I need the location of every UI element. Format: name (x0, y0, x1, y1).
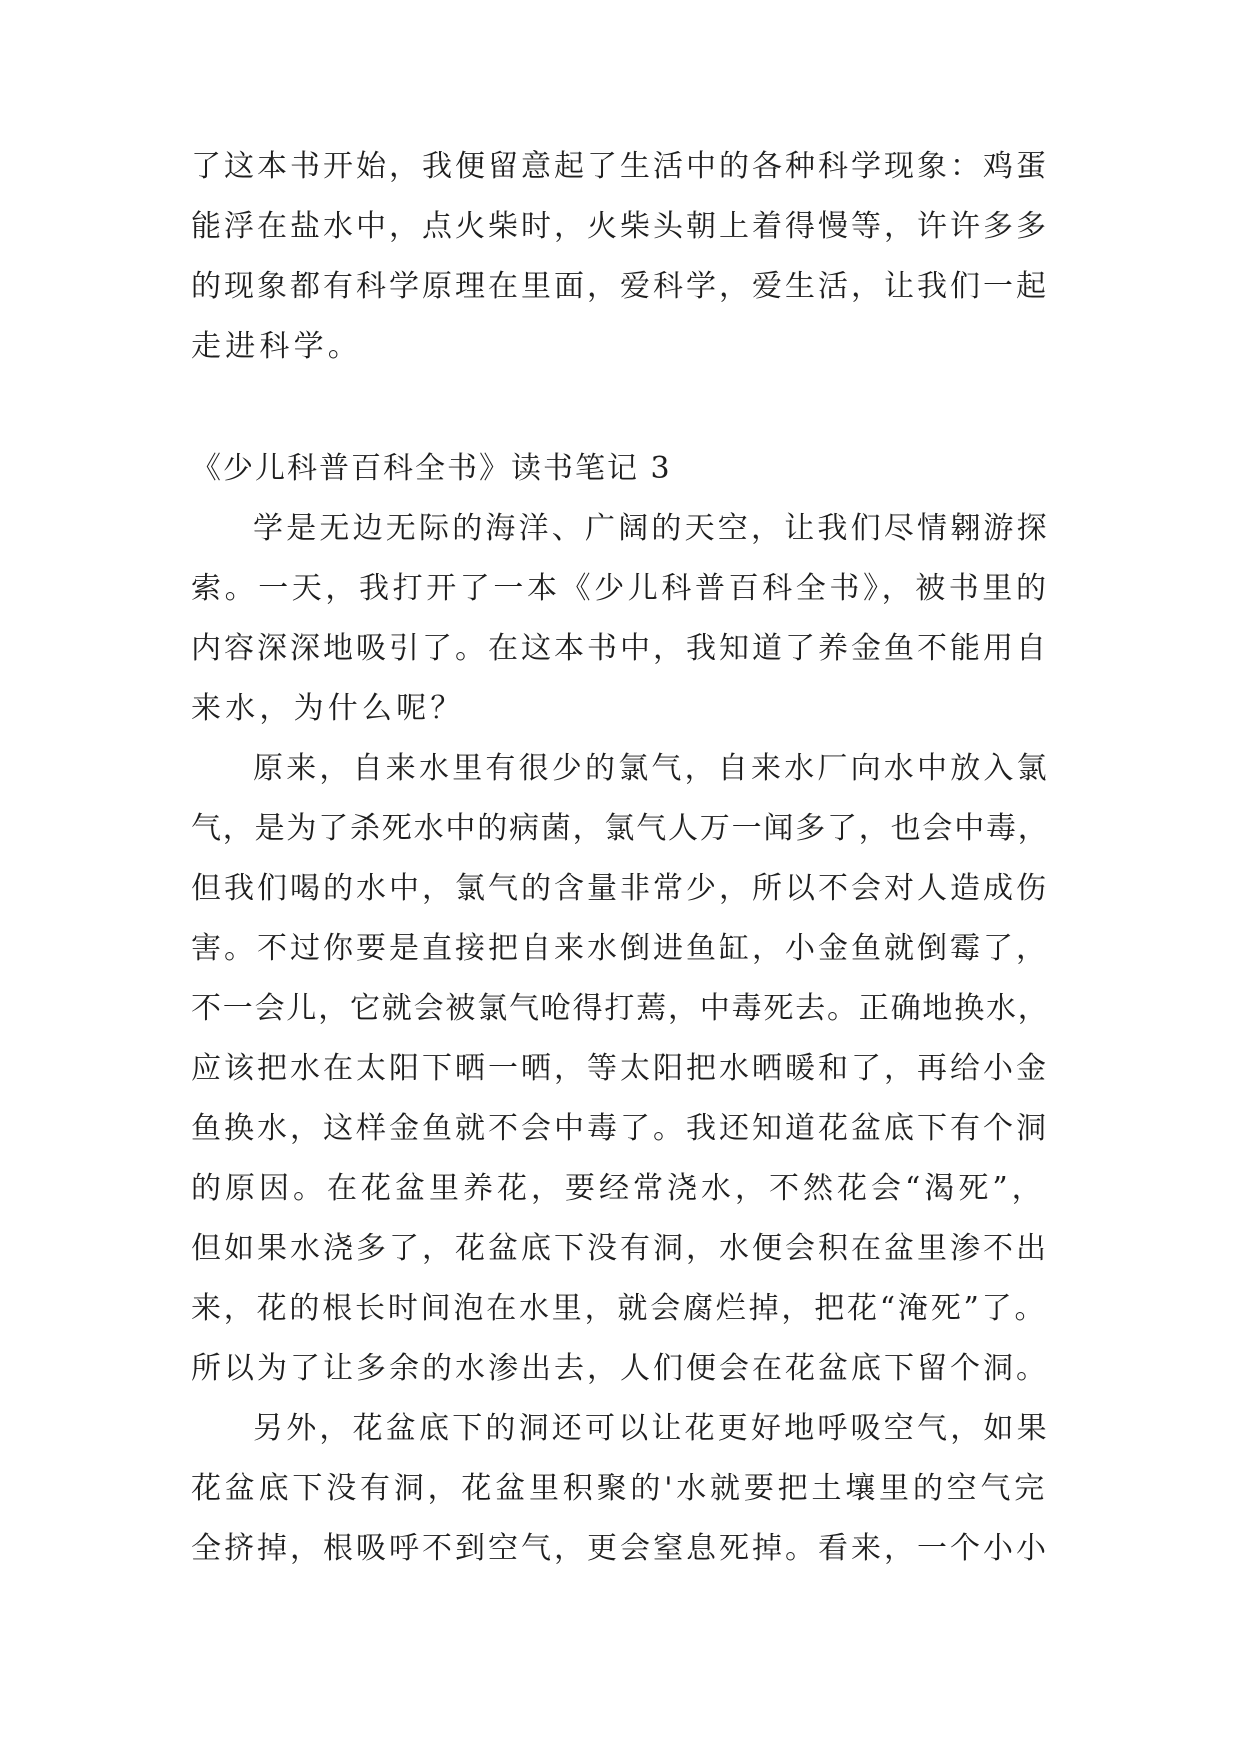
paragraph-line: 另外，花盆底下的洞还可以让花更好地呼吸空气，如果 (253, 1411, 1050, 1446)
paragraph-line: 不一会儿，它就会被氯气呛得打蔫，中毒死去。正确地换水， (191, 991, 1050, 1026)
paragraph-line: 了这本书开始，我便留意起了生活中的各种科学现象：鸡蛋 (191, 149, 1049, 184)
paragraph-line: 所以为了让多余的水渗出去，人们便会在花盆底下留个洞。 (191, 1351, 1049, 1386)
paragraph-line: 的现象都有科学原理在里面，爱科学，爱生活，让我们一起 (191, 269, 1049, 304)
paragraph-line: 全挤掉，根吸呼不到空气，更会窒息死掉。看来，一个小小 (191, 1531, 1049, 1566)
paragraph-line: 原来，自来水里有很少的氯气，自来水厂向水中放入氯 (253, 751, 1050, 786)
section-heading: 《少儿科普百科全书》读书笔记 3 (191, 451, 672, 486)
paragraph-line: 走进科学。 (191, 329, 362, 364)
paragraph-line: 能浮在盐水中，点火柴时，火柴头朝上着得慢等，许许多多 (191, 209, 1049, 244)
paragraph-line: 应该把水在太阳下晒一晒，等太阳把水晒暖和了，再给小金 (191, 1051, 1049, 1086)
paragraph-line: 但我们喝的水中，氯气的含量非常少，所以不会对人造成伤 (191, 871, 1049, 906)
paragraph-line: 来，花的根长时间泡在水里，就会腐烂掉，把花“淹死”了。 (191, 1291, 1048, 1326)
paragraph-line: 气，是为了杀死水中的病菌，氯气人万一闻多了，也会中毒， (191, 811, 1050, 846)
paragraph-line: 索。一天，我打开了一本《少儿科普百科全书》，被书里的 (191, 571, 1050, 606)
paragraph-line: 来水，为什么呢？ (191, 691, 465, 726)
paragraph-line: 害。不过你要是直接把自来水倒进鱼缸，小金鱼就倒霉了， (191, 931, 1049, 966)
paragraph-line: 学是无边无际的海洋、广阔的天空，让我们尽情翱游探 (253, 511, 1050, 546)
paragraph-line: 鱼换水，这样金鱼就不会中毒了。我还知道花盆底下有个洞 (191, 1111, 1049, 1146)
paragraph-line: 的原因。在花盆里养花，要经常浇水，不然花会“渴死”， (191, 1171, 1046, 1206)
paragraph-line: 但如果水浇多了，花盆底下没有洞，水便会积在盆里渗不出 (191, 1231, 1049, 1266)
paragraph-line: 内容深深地吸引了。在这本书中，我知道了养金鱼不能用自 (191, 631, 1049, 666)
paragraph-line: 花盆底下没有洞，花盆里积聚的'水就要把土壤里的空气完 (191, 1471, 1049, 1506)
